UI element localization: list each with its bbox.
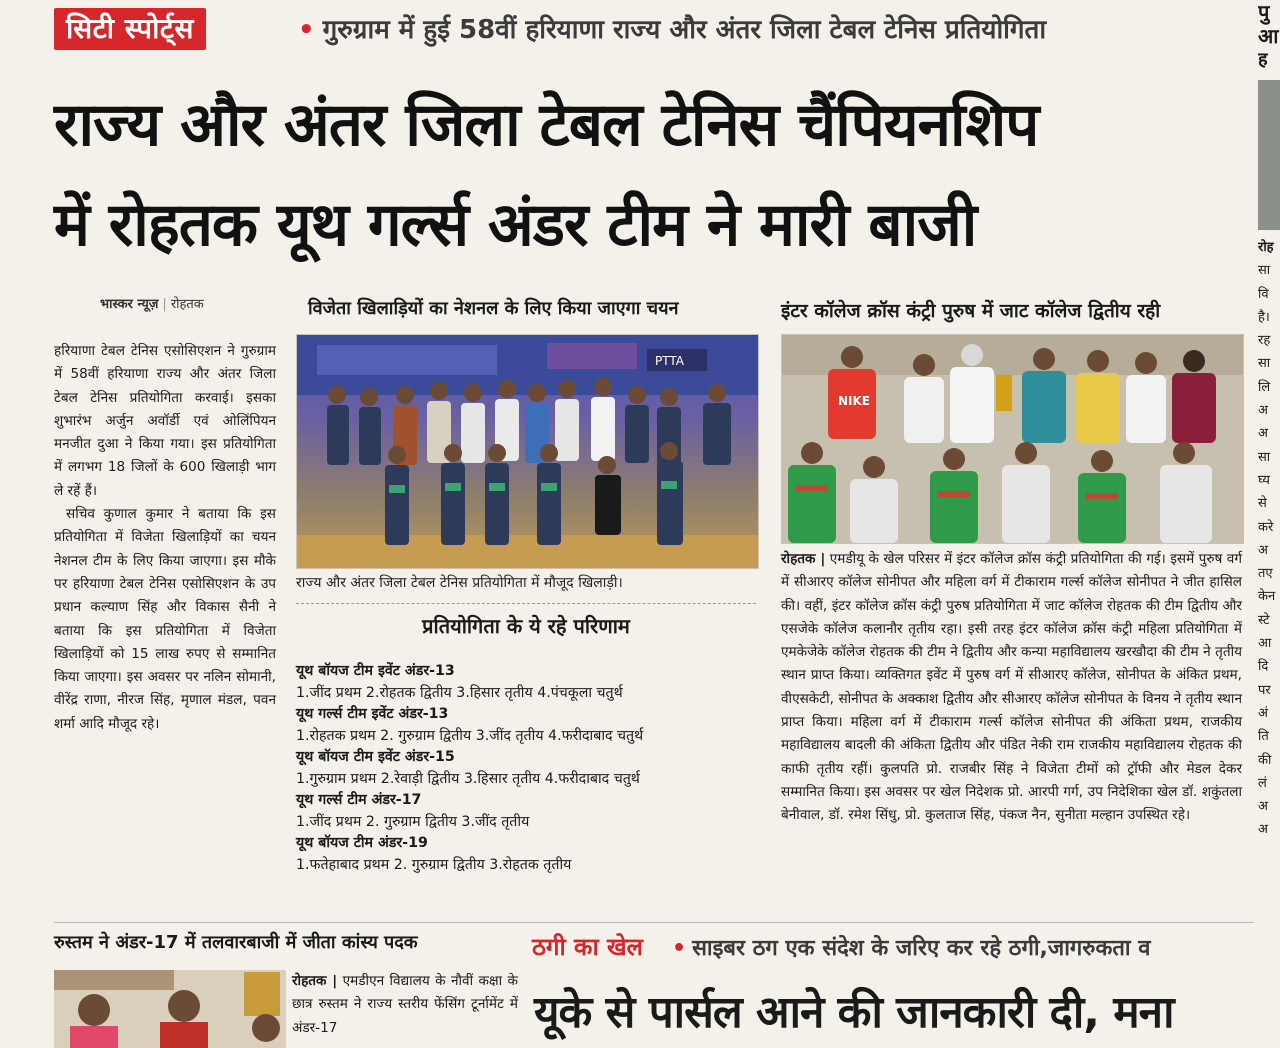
left-paragraph-2: सचिव कुणाल कुमार ने बताया कि इस प्रतियोगिता में विजेता खिलाड़ियों का चयन नेशनल टीम के लिए किया जाएगा। इस मौके पर हरियाणा टेबल टेनिस एसोसिएशन के उप प्रधान कल्याण सिंह और विकास सैनी ने बताया कि इस प्रतियोगिता में विजेता खिलाड़ियों को 15 लाख रुपए से सम्मानित किया जाएगा। इस अवसर पर नलिन सोमानी, वीरेंद्र राणा, नीरज सिंह, मृणाल मंडल, पवन शर्मा आदि मौजूद रहे।	[54, 506, 276, 732]
fragment: अ	[1258, 426, 1268, 442]
bottom-left-article	[292, 970, 518, 1040]
bottom-left-text: एमडीएन विद्यालय के नौवीं कक्षा के छात्र रुस्तम ने राज्य स्तरीय फेंसिंग टूर्नामेंट में अंडर-17	[292, 973, 518, 1036]
fragment: लि	[1258, 379, 1271, 395]
results-divider	[296, 603, 756, 604]
fragment: अ	[1258, 799, 1268, 815]
fragment: सा	[1258, 263, 1271, 279]
section-badge: सिटी स्पोर्ट्स	[54, 8, 206, 50]
fragment: पु	[1258, 0, 1270, 24]
award-ceremony-photo	[781, 334, 1244, 544]
bottom-left-dateline: रोहतक |	[292, 973, 338, 989]
fragment: आ	[1258, 24, 1279, 48]
right-body-text: एमडीयू के खेल परिसर में इंटर कॉलेज क्रॉस कंट्री प्रतियोगिता की गई। इसमें पुरुष वर्ग में सीआरए कॉलेज सोनीपत और महिला वर्ग में टीकाराम गर्ल्स कॉलेज सोनीपत ने जीत हासिल की। वहीं, इंटर कॉलेज क्रॉस कंट्री पुरुष प्रतियोगिता में जाट कॉलेज रोहतक की टीम द्वितीय और एसजेके कॉलेज कलानौर तृतीय रहा। इसी तरह इंटर कॉलेज क्रॉस कंट्री महिला प्रतियोगिता में एमकेजेके कॉलेज रोहतक की टीम ने द्वितीय और कन्या महाविद्यालय खरखौदा की टीम ने तृतीय स्थान प्राप्त किया। व्यक्तिगत इवेंट में पुरुष वर्ग में सीआरए कॉलेज, सोनीपत के अंकित प्रथम, वीएसकेटी, सोनीपत के अक्काश द्वितीय और सीआरए कॉलेज सोनीपत के विनय ने तृतीय स्थान प्राप्त किया। महिला वर्ग में टीकाराम गर्ल्स कॉलेज सोनीपत की अंकिता प्रथम, राजकीय महाविद्यालय बादली की अंकिता द्वितीय और पंडित नेकी राम राजकीय महाविद्यालय रोहतक की काफी तृतीय रहीं। कुलपति प्रो. राजबीर सिंह ने विजेता टीमों को ट्रॉफी और मेडल देकर सम्मानित किया। इस अवसर पर खेल निदेशक प्रो. आरपी गर्ग, उप निदेशिका खेल डॉ. शकुंतला बेनीवाल, डॉ. रमेश सिंधु, प्रो. कुलताज सिंह, पंकज नैन, सुनीता मल्हान उपस्थित रहे।	[781, 551, 1243, 824]
banner-text: PTTA	[655, 354, 684, 368]
next-page-partial-column	[1258, 0, 1280, 1048]
fragment: पर	[1258, 682, 1271, 698]
result-line: 1.फतेहाबाद प्रथम 2. गुरुग्राम द्वितीय 3.रोहतक तृतीय	[296, 857, 572, 873]
dateline: भास्कर न्यूज़ | रोहतक	[100, 297, 204, 312]
tshirt-logo-text: NIKE	[838, 394, 871, 408]
kicker-text: गुरुग्राम में हुई 58वीं हरियाणा राज्य और अंतर जिला टेबल टेनिस प्रतियोगिता	[322, 15, 1047, 45]
result-category: यूथ बॉयज टीम अंडर-19	[296, 835, 428, 851]
right-heading: इंटर कॉलेज क्रॉस कंट्री पुरुष में जाट कॉलेज द्वितीय रही	[781, 300, 1161, 322]
fragment: स्टे	[1258, 612, 1270, 628]
fragment: सा	[1258, 449, 1271, 465]
right-column-article	[781, 548, 1242, 828]
fragment: अ	[1258, 822, 1268, 838]
right-dateline: रोहतक |	[781, 551, 826, 567]
result-line: 1.जींद प्रथम 2. गुरुग्राम द्वितीय 3.जींद तृतीय	[296, 814, 530, 830]
fragment: है।	[1258, 309, 1270, 325]
result-category: यूथ गर्ल्स टीम अंडर-17	[296, 792, 422, 808]
thagi-kicker: • साइबर ठग एक संदेश के जरिए कर रहे ठगी,जागरुकता व	[672, 936, 1151, 961]
fragment: अ	[1258, 542, 1268, 558]
fragment: की	[1258, 752, 1272, 768]
fragment: दि	[1258, 659, 1269, 675]
result-category: यूथ गर्ल्स टीम इवेंट अंडर-13	[296, 706, 449, 722]
fragment: वि	[1258, 286, 1269, 302]
result-line: 1.गुरुग्राम प्रथम 2.रेवाड़ी द्वितीय 3.हिसार तृतीय 4.फरीदाबाद चतुर्थ	[296, 771, 640, 787]
fragment: से	[1258, 496, 1267, 512]
fragment: केन	[1258, 589, 1276, 605]
result-line: 1.रोहतक प्रथम 2. गुरुग्राम द्वितीय 3.जींद तृतीय 4.फरीदाबाद चतुर्थ	[296, 728, 644, 744]
award-photo-illustration	[782, 335, 1243, 543]
fragment: करे	[1258, 519, 1274, 535]
middle-heading: विजेता खिलाड़ियों का नेशनल के लिए किया जाएगा चयन	[308, 298, 679, 319]
left-column-article	[54, 340, 276, 736]
student-photo-illustration	[54, 970, 286, 1048]
fragment: आ	[1258, 636, 1272, 652]
fragment: तए	[1258, 566, 1273, 582]
partial-photo	[1258, 80, 1280, 230]
results-list	[296, 662, 756, 877]
fencing-student-photo	[54, 970, 286, 1048]
headline-line-2: में रोहतक यूथ गर्ल्स अंडर टीम ने मारी बाजी	[54, 190, 977, 260]
thagi-section-badge: ठगी का खेल	[532, 933, 643, 961]
results-title: प्रतियोगिता के ये रहे परिणाम	[422, 614, 630, 638]
result-line: 1.जींद प्रथम 2.रोहतक द्वितीय 3.हिसार तृतीय 4.पंचकूला चतुर्थ	[296, 685, 623, 701]
left-paragraph-1: हरियाणा टेबल टेनिस एसोसिएशन ने गुरुग्राम में 58वीं हरियाणा राज्य और अंतर जिला टेबल टेनिस प्रतियोगिता करवाई। इसका शुभारंभ अर्जुन अवॉर्डी एवं ओलिंपियन मनजीत दुआ ने किया गया। इस प्रतियोगिता में लगभग 18 जिलों के 600 खिलाड़ी भाग ले रहें हैं।	[54, 343, 276, 499]
bottom-headline: यूके से पार्सल आने की जानकारी दी, मना	[534, 987, 1174, 1038]
fragment: रह	[1258, 333, 1271, 349]
fragment: अ	[1258, 403, 1268, 419]
fragment: ति	[1258, 729, 1269, 745]
fragment: अं	[1258, 705, 1268, 721]
bottom-divider	[54, 922, 1254, 923]
team-photo-illustration	[297, 335, 758, 568]
result-category: यूथ बॉयज टीम इवेंट अंडर-15	[296, 749, 455, 765]
dateline-source: भास्कर न्यूज़	[100, 297, 159, 312]
team-group-photo	[296, 334, 759, 569]
bottom-left-heading: रुस्तम ने अंडर-17 में तलवारबाजी में जीता कांस्य पदक	[54, 932, 418, 953]
result-category: यूथ बॉयज टीम इवेंट अंडर-13	[296, 663, 455, 679]
thagi-kicker-text: साइबर ठग एक संदेश के जरिए कर रहे ठगी,जागरुकता व	[692, 936, 1151, 961]
photo-caption: राज्य और अंतर जिला टेबल टेनिस प्रतियोगिता में मौजूद खिलाड़ी।	[296, 575, 623, 591]
kicker: • गुरुग्राम में हुई 58वीं हरियाणा राज्य और अंतर जिला टेबल टेनिस प्रतियोगिता	[298, 15, 1047, 45]
fragment: सा	[1258, 356, 1271, 372]
fragment: ह	[1258, 49, 1268, 70]
headline-line-1: राज्य और अंतर जिला टेबल टेनिस चैंपियनशिप	[54, 90, 1039, 160]
fragment: घ्य	[1258, 472, 1270, 488]
fragment: लं	[1258, 775, 1267, 791]
dateline-place: रोहतक	[170, 297, 204, 312]
fragment: रोह	[1258, 240, 1274, 255]
